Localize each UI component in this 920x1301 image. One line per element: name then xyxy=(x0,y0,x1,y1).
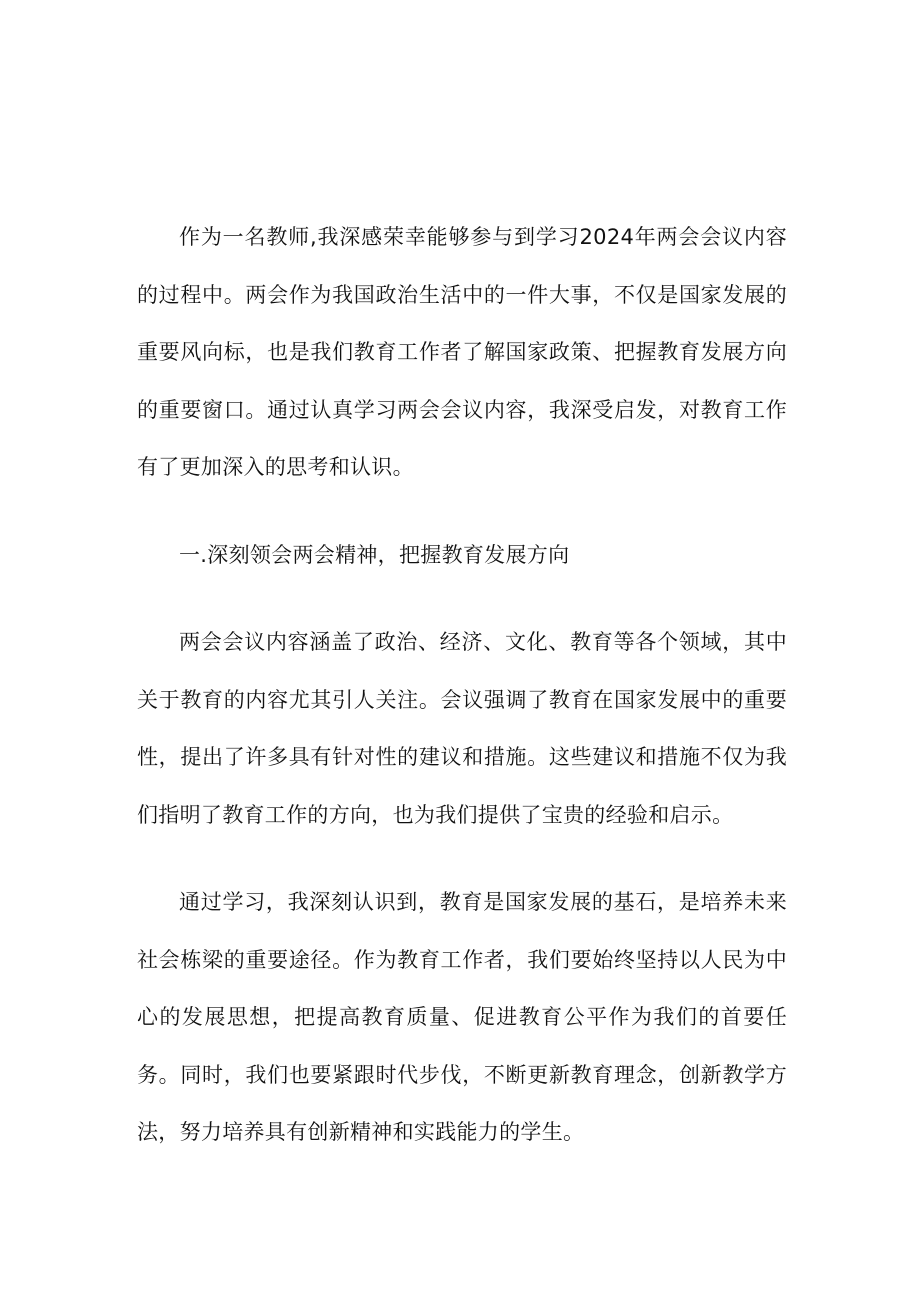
document-body xyxy=(137,209,787,1162)
section-heading: 一.深刻领会两会精神，把握教育发展方向 xyxy=(179,542,570,567)
intro-paragraph: 作为一名教师,我深感荣幸能够参与到学习2024年两会会议内容的过程中。两会作为我国政治生活中的一件大事，不仅是国家发展的重要风向标，也是我们教育工作者了解国家政策、把握教育发展方向的重要窗口。通过认真学习两会会议内容，我深受启发，对教育工作有了更加深入的思考和认识。 xyxy=(137,225,787,479)
body-paragraph-1: 两会会议内容涵盖了政治、经济、文化、教育等各个领域，其中关于教育的内容尤其引人关注。会议强调了教育在国家发展中的重要性，提出了许多具有针对性的建议和措施。这些建议和措施不仅为我们指明了教育工作的方向，也为我们提供了宝贵的经验和启示。 xyxy=(137,630,787,827)
body-paragraph-2: 通过学习，我深刻认识到，教育是国家发展的基石，是培养未来社会栋梁的重要途径。作为教育工作者，我们要始终坚持以人民为中心的发展思想，把提高教育质量、促进教育公平作为我们的首要任务。同时，我们也要紧跟时代步伐，不断更新教育理念，创新教学方法，努力培养具有创新精神和实践能力的学生。 xyxy=(137,890,787,1144)
